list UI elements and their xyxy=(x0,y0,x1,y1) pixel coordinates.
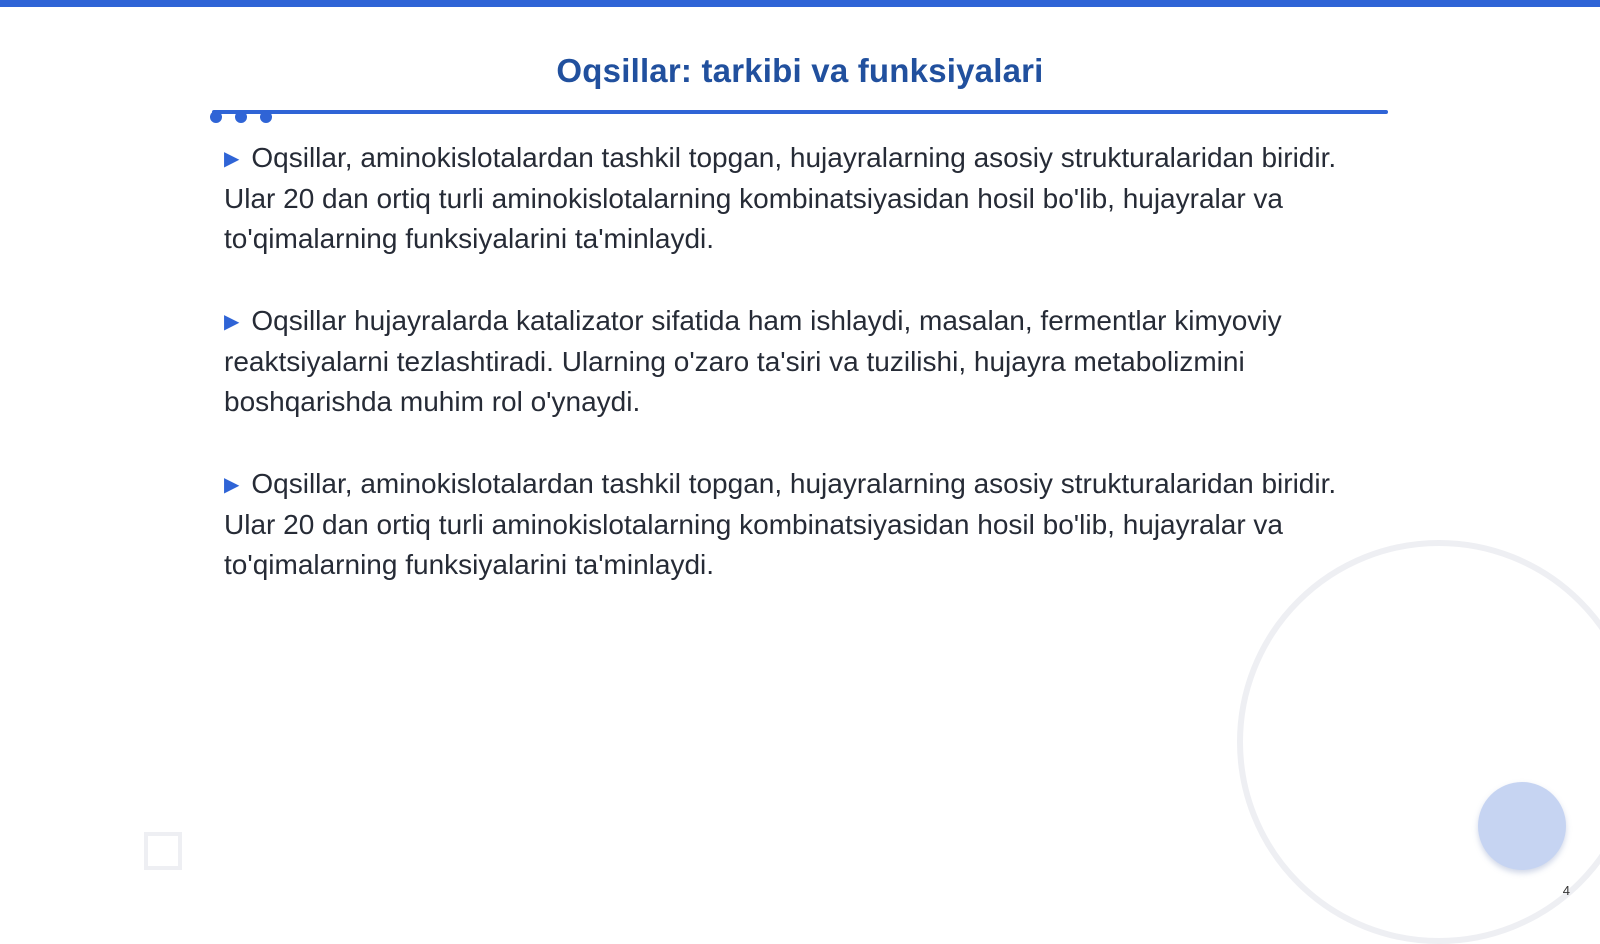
title-underline xyxy=(212,110,1388,114)
bullet-list xyxy=(224,138,1384,627)
bullet-arrow-icon: ▶ xyxy=(224,474,240,496)
bullet-item xyxy=(224,138,1384,259)
top-accent-bar xyxy=(0,0,1600,7)
bullet-arrow-icon: ▶ xyxy=(224,148,240,170)
decorative-dot xyxy=(210,111,222,123)
decorative-circle-filled xyxy=(1478,782,1566,870)
bullet-text: Oqsillar, aminokislotalardan tashkil topgan, hujayralarning asosiy strukturalaridan biridir. Ular 20 dan ortiq turli aminokislotalarning kombinatsiyasidan hosil bo'lib, hujayralar va to'qimalarning funksiyalarini ta'minlaydi. xyxy=(224,468,1337,580)
bullet-text: Oqsillar, aminokislotalardan tashkil topgan, hujayralarning asosiy strukturalaridan biridir. Ular 20 dan ortiq turli aminokislotalarning kombinatsiyasidan hosil bo'lib, hujayralar va to'qimalarning funksiyalarini ta'minlaydi. xyxy=(224,142,1337,254)
slide-title: Oqsillar: tarkibi va funksiyalari xyxy=(556,52,1044,89)
bullet-text: Oqsillar hujayralarda katalizator sifatida ham ishlaydi, masalan, fermentlar kimyoviy reaktsiyalarni tezlashtiradi. Ularning o'zaro ta'siri va tuzilishi, hujayra metabolizmini boshqarishda muhim rol o'ynaydi. xyxy=(224,305,1282,417)
bullet-arrow-icon: ▶ xyxy=(224,311,240,333)
bullet-item xyxy=(224,301,1384,422)
decorative-square-outline xyxy=(144,832,182,870)
decorative-dot xyxy=(235,111,247,123)
page-number: 4 xyxy=(1562,883,1570,898)
bullet-item xyxy=(224,464,1384,585)
decorative-dot xyxy=(260,111,272,123)
